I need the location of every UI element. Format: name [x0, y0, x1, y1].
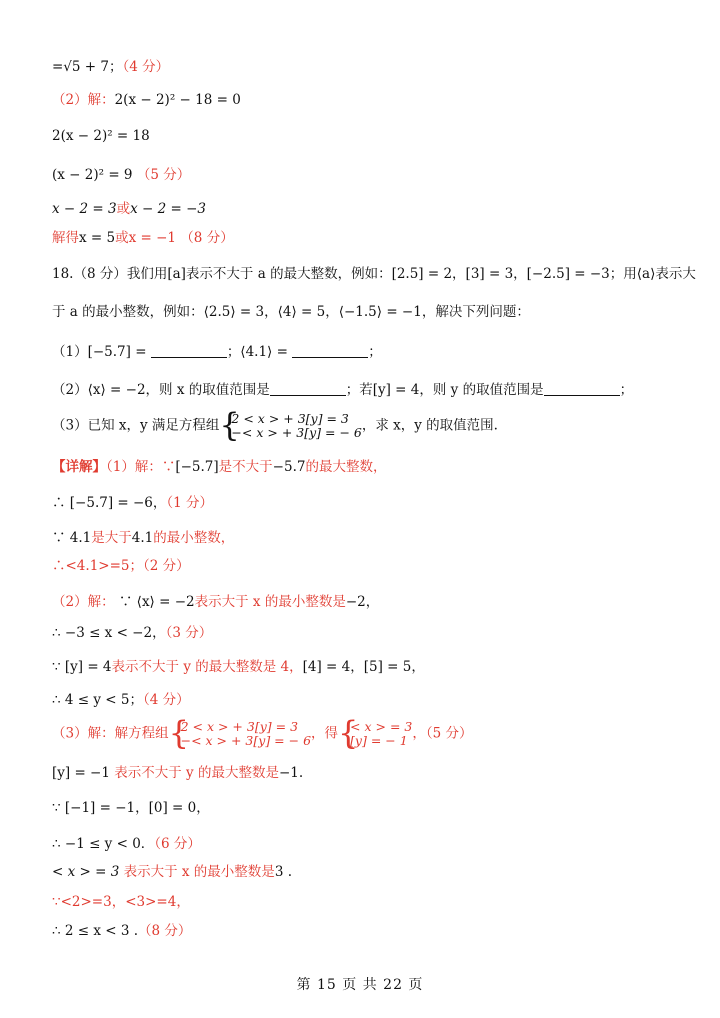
equation: x − 2 = −3 [130, 201, 206, 217]
line-15 [52, 557, 190, 575]
answer-blank [292, 345, 368, 358]
expr: ∵ ⟨x⟩ = −2 [118, 594, 195, 610]
solution-text: ∵<2>=3，<3>=4， [52, 894, 190, 910]
line-3 [52, 127, 150, 145]
line-14 [52, 529, 234, 547]
answer-blank [270, 383, 346, 396]
line-24 [52, 863, 292, 881]
line-17 [52, 624, 212, 642]
question-18-line-2 [52, 303, 530, 321]
score-note: （2 分） [143, 558, 190, 574]
solution-text: 表示大于 x 的最小整数是 [194, 594, 346, 610]
equation-system-result [338, 720, 412, 748]
line-4 [52, 166, 190, 184]
sub-question-text: （1）[−5.7] = [52, 344, 151, 360]
part-label: （2）解： [52, 594, 115, 610]
answer-blank [544, 383, 620, 396]
score-note: ，（5 分） [412, 725, 473, 742]
answer-blank [151, 345, 227, 358]
solution-text: 是大于 [91, 530, 132, 546]
score-note: （3 分） [165, 625, 213, 641]
line-23 [52, 835, 201, 853]
expr: 3 . [274, 864, 292, 880]
sub-question-text: （3）已知 x，y 满足方程组 [52, 417, 220, 434]
solution-text: 表示不大于 y 的最大整数是 4， [111, 659, 303, 675]
equation: x − 2 = 3 [52, 201, 117, 217]
punctuation: ； [619, 382, 634, 398]
sub-question-2 [52, 381, 633, 399]
conjunction: 或 [116, 201, 131, 217]
expr: =√5 + 7； [52, 59, 123, 75]
conjunction: 或 [115, 230, 129, 246]
line-26 [52, 922, 191, 940]
question-text: 于 a 的最小整数，例如：⟨2.5⟩ = 3，⟨4⟩ = 5，⟨−1.5⟩ = −1，解决下列问题： [52, 304, 530, 320]
solution-text: 是不大于 [218, 459, 273, 475]
expr: ∴ [−5.7] = −6， [52, 495, 167, 511]
sub-question-3 [52, 412, 498, 440]
equation-system [219, 412, 361, 440]
line-13 [52, 494, 213, 512]
score-note: （8 分） [138, 923, 192, 939]
solution-text: 的最小整数， [153, 530, 235, 546]
part-label: （2）解： [52, 92, 115, 108]
solution-text: （1）解：∵ [106, 459, 176, 475]
system-row: −< x > + 3[y] = − 6 [180, 733, 312, 748]
expr: ∴ −3 ≤ x < −2， [52, 625, 166, 641]
expr: ∴ 2 ≤ x < 3 . [52, 923, 139, 939]
solution-score: x = −1 （8 分） [128, 230, 234, 246]
line-21 [52, 764, 303, 782]
expr: ∴ 4 ≤ y < 5； [52, 692, 143, 708]
expr: ∴ −1 ≤ y < 0． [52, 836, 155, 852]
solution-text: 表示大于 x 的最小整数是 [123, 864, 275, 880]
expr: ∵ [y] = 4 [52, 659, 112, 675]
sub-question-text: ；⟨4.1⟩ = [226, 344, 293, 360]
system-row: { 2 < x > + 3[y] = 3 [180, 719, 299, 734]
solution-text: （3）解：解方程组 [52, 725, 169, 742]
line-6 [52, 229, 234, 247]
system-row: { < x > = 3 [350, 719, 413, 734]
conclusion-label: 解得 [52, 230, 79, 246]
line-18 [52, 658, 425, 676]
system-row: { 2 < x > + 3[y] = 3 [231, 411, 349, 426]
system-row: −< x > + 3[y] = − 6 [231, 425, 362, 440]
expr: < x > = 3 [52, 864, 120, 880]
sub-question-text: （2）⟨x⟩ = −2，则 x 的取值范围是 [52, 382, 270, 398]
line-2 [52, 91, 241, 109]
expr: [4] = 4，[5] = 5， [302, 659, 425, 675]
line-25 [52, 893, 190, 911]
solution-text: 表示不大于 y 的最大整数是 [114, 765, 279, 781]
equation-system [169, 720, 311, 748]
system-row: [y] = − 1 [350, 733, 408, 748]
solution-text: 的最大整数， [305, 459, 387, 475]
expr: ∵ 4.1 [52, 530, 92, 546]
expr: [−5.7] [175, 459, 219, 475]
expr: 4.1 [131, 530, 154, 546]
score-note: （4 分） [122, 59, 170, 75]
equation: 2(x − 2)² − 18 = 0 [114, 92, 241, 108]
expr: ∵ [−1] = −1，[0] = 0， [52, 800, 210, 816]
question-18-line-1 [52, 265, 696, 283]
solution-badge: 【详解】 [52, 459, 106, 475]
sub-question-text: ；若[y] = 4，则 y 的取值范围是 [345, 382, 544, 398]
expr: −2， [345, 594, 380, 610]
line-1 [52, 58, 169, 76]
solution: x = 5 [79, 230, 116, 246]
punctuation: ； [368, 344, 382, 360]
solution-text: ，得 [311, 725, 339, 742]
line-16 [52, 593, 379, 611]
expr: −1. [278, 765, 304, 781]
score-note: （5 分） [136, 167, 191, 183]
score-note: （1 分） [166, 495, 214, 511]
equation: 2(x − 2)² = 18 [52, 128, 150, 144]
page-footer: 第 15 页 共 22 页 [296, 977, 424, 993]
sub-question-text: ，求 x，y 的取值范围. [361, 417, 498, 434]
score-note: （6 分） [154, 836, 201, 852]
line-20 [52, 720, 473, 748]
score-note: （4 分） [142, 692, 190, 708]
expr: −5.7 [272, 459, 306, 475]
expr: [y] = −1 [52, 765, 110, 781]
equation: (x − 2)² = 9 [52, 167, 133, 183]
line-19 [52, 691, 190, 709]
line-22 [52, 799, 210, 817]
line-5 [52, 200, 206, 218]
solution-text: ∴<4.1>=5； [52, 558, 143, 574]
solution-header [52, 458, 386, 476]
question-text: 18.（8 分）我们用[a]表示不大于 a 的最大整数，例如：[2.5] = 2，[3] = 3，[−2.5] = −3；用⟨a⟩表示大 [52, 266, 696, 282]
sub-question-1 [52, 343, 382, 361]
